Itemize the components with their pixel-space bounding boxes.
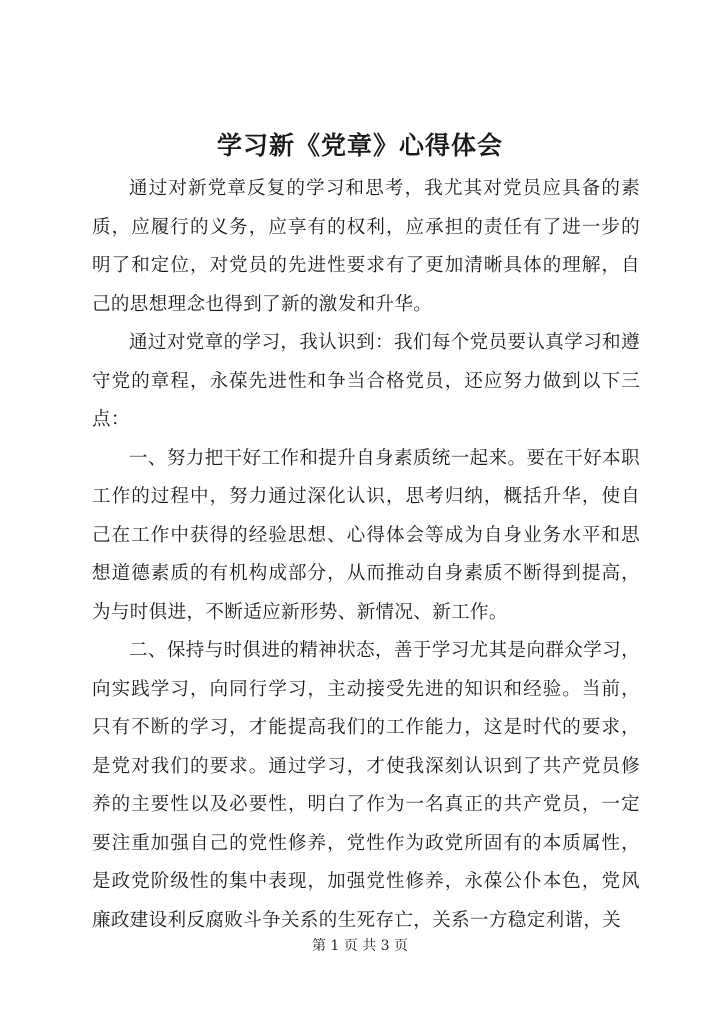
document-title: 学习新《党章》心得体会	[216, 131, 503, 160]
paragraph-3: 一、努力把干好工作和提升自身素质统一起来。要在干好本职工作的过程中，努力通过深化认识，思考归纳，概括升华，使自己在工作中获得的经验思想、心得体会等成为自身业务水平和思想道德素质的有机构成部分，从而推动自身素质不断得到提高，为与时俱进，不断适应新形势、新情况、新工作。	[92, 447, 640, 623]
document-body	[92, 170, 640, 940]
page-footer: 第 1 页 共 3 页	[311, 938, 409, 954]
paragraph-1: 通过对新党章反复的学习和思考，我尤其对党员应具备的素质，应履行的义务，应享有的权利，应承担的责任有了进一步的明了和定位，对党员的先进性要求有了更加清晰具体的理解，自己的思想理念也得到了新的激发和升华。	[92, 178, 640, 315]
paragraph-2: 通过对党章的学习，我认识到：我们每个党员要认真学习和遵守党的章程，永葆先进性和争当合格党员，还应努力做到以下三点：	[92, 332, 640, 430]
paragraph-4: 二、保持与时俱进的精神状态，善于学习尤其是向群众学习，向实践学习，向同行学习，主动接受先进的知识和经验。当前，只有不断的学习，才能提高我们的工作能力，这是时代的要求，是党对我们的要求。通过学习，才使我深刻认识到了共产党员修养的主要性以及必要性，明白了作为一名真正的共产党员，一定要注重加强自己的党性修养，党性作为政党所固有的本质属性，是政党阶级性的集中表现，加强党性修养，永葆公仆本色，党风廉政建设利反腐败斗争关系的生死存亡，关系一方稳定利谐，关	[92, 640, 640, 931]
